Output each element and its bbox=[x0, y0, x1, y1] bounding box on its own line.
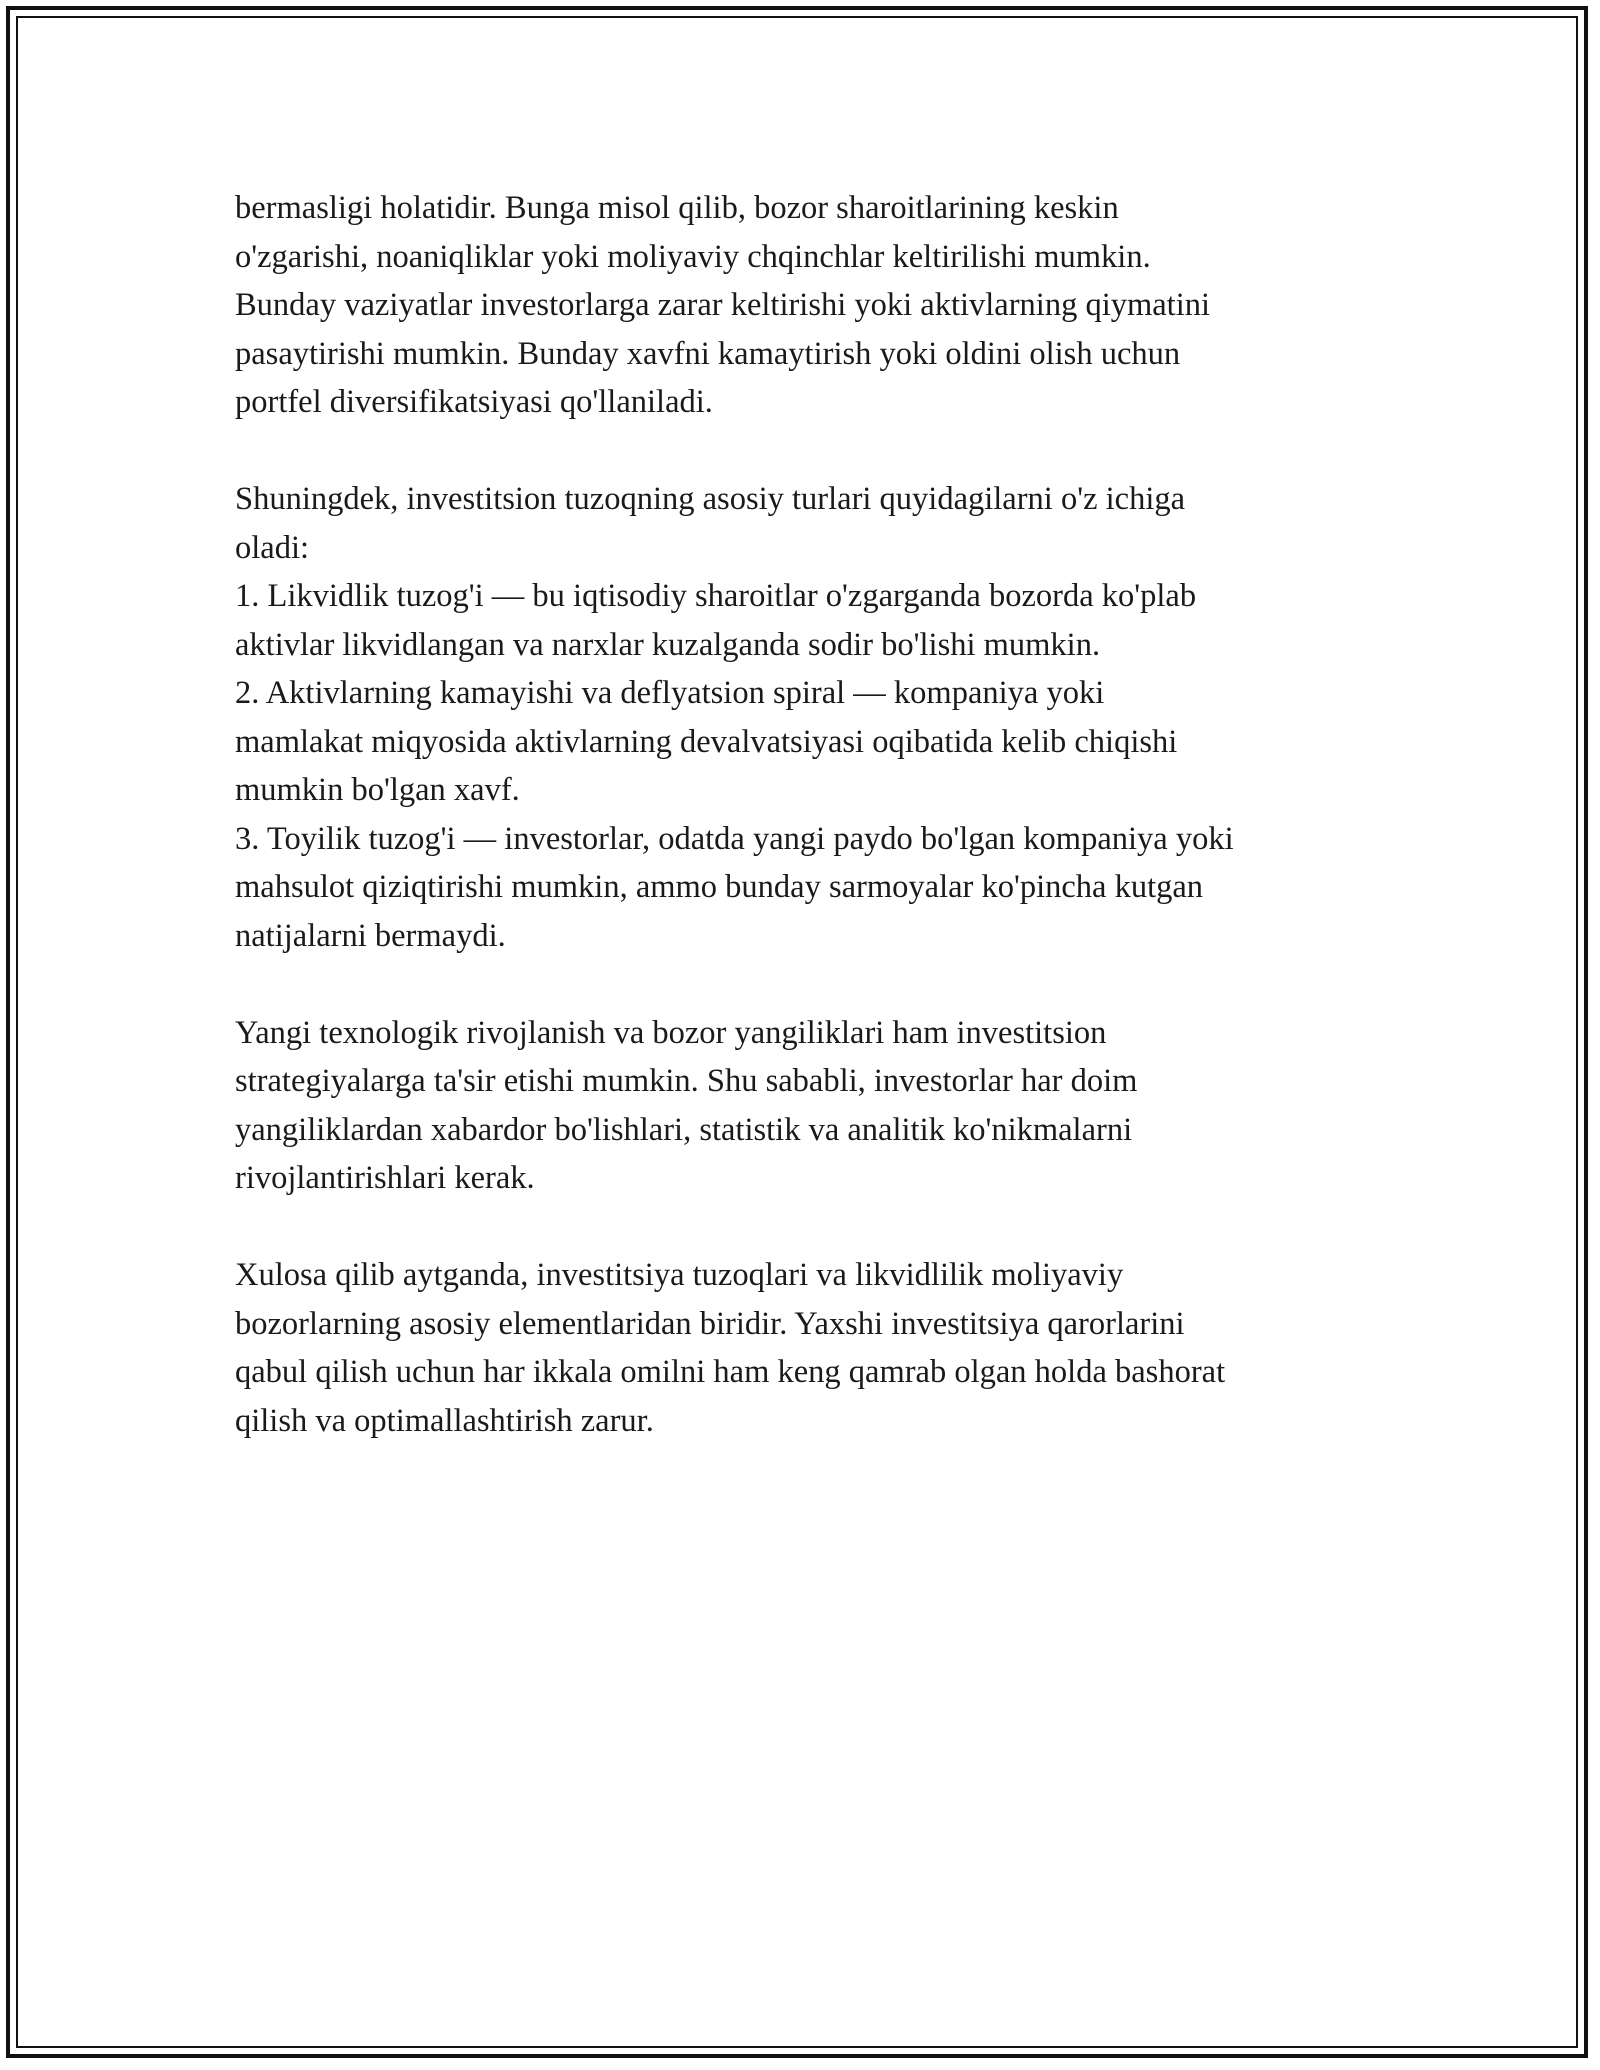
list-item-line: mamlakat miqyosida aktivlarning devalvatsiyasi oqibatida kelib chiqishi bbox=[235, 723, 1178, 760]
document-body bbox=[235, 184, 1395, 1445]
paragraph-conclusion bbox=[235, 1251, 1395, 1445]
text-line: pasaytirishi mumkin. Bunday xavfni kamaytirish yoki oldini olish uchun bbox=[235, 335, 1181, 372]
list-item-line: 2. Aktivlarning kamayishi va deflyatsion spiral — kompaniya yoki bbox=[235, 675, 1105, 711]
text-line: bozorlarning asosiy elementlaridan biridir. Yaxshi investitsiya qarorlarini bbox=[235, 1305, 1185, 1342]
list-item-line: aktivlar likvidlangan va narxlar kuzalganda sodir bo'lishi mumkin. bbox=[235, 626, 1101, 663]
text-line: Bunday vaziyatlar investorlarga zarar keltirishi yoki aktivlarning qiymatini bbox=[235, 287, 1211, 323]
list-item-line: 3. Toyilik tuzog'i — investorlar, odatda yangi paydo bo'lgan kompaniya yoki bbox=[235, 820, 1234, 857]
text-line: qilish va optimallashtirish zarur. bbox=[235, 1402, 654, 1439]
text-line: Yangi texnologik rivojlanish va bozor yangiliklari ham investitsion bbox=[235, 1014, 1107, 1051]
paragraph-gap bbox=[235, 427, 1395, 476]
paragraph-technology bbox=[235, 1009, 1395, 1203]
text-line: strategiyalarga ta'sir etishi mumkin. Shu sababli, investorlar har doim bbox=[235, 1063, 1138, 1099]
text-line: portfel diversifikatsiyasi qo'llaniladi. bbox=[235, 384, 713, 420]
text-line: yangiliklardan xabardor bo'lishlari, statistik va analitik ko'nikmalarni bbox=[235, 1111, 1133, 1148]
paragraph-gap bbox=[235, 960, 1395, 1009]
list-item-line: mahsulot qiziqtirishi mumkin, ammo bunday sarmoyalar ko'pincha kutgan bbox=[235, 869, 1204, 905]
paragraph-risk bbox=[235, 184, 1395, 427]
list-item-line: mumkin bo'lgan xavf. bbox=[235, 772, 520, 808]
text-line: rivojlantirishlari kerak. bbox=[235, 1160, 535, 1196]
text-line: o'zgarishi, noaniqliklar yoki moliyaviy chqinchlar keltirilishi mumkin. bbox=[235, 238, 1151, 275]
list-item-line: 1. Likvidlik tuzog'i — bu iqtisodiy sharoitlar o'zgarganda bozorda ko'plab bbox=[235, 578, 1197, 614]
paragraph-trap-types bbox=[235, 475, 1395, 960]
text-line: Shuningdek, investitsion tuzoqning asosiy turlari quyidagilarni o'z ichiga bbox=[235, 481, 1186, 517]
paragraph-gap bbox=[235, 1203, 1395, 1252]
text-line: oladi: bbox=[235, 529, 310, 566]
text-line: Xulosa qilib aytganda, investitsiya tuzoqlari va likvidlilik moliyaviy bbox=[235, 1257, 1124, 1293]
text-line: qabul qilish uchun har ikkala omilni ham keng qamrab olgan holda bashorat bbox=[235, 1354, 1226, 1390]
list-item-line: natijalarni bermaydi. bbox=[235, 917, 506, 954]
text-line: bermasligi holatidir. Bunga misol qilib, bozor sharoitlarining keskin bbox=[235, 190, 1119, 226]
